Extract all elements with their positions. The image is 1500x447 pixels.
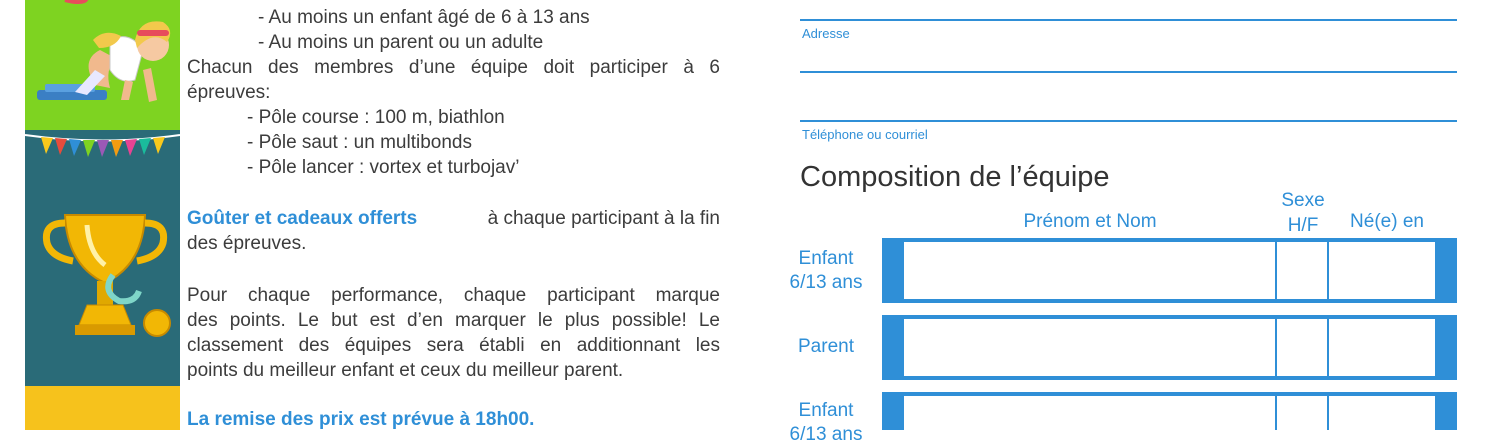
snack-line2: des épreuves. [187,233,307,254]
yellow-panel [25,386,180,430]
scoring-line4: points du meilleur enfant et ceux du meilleur parent. [187,360,624,381]
snack-line1 [187,206,720,231]
event-throwing: - Pôle lancer : vortex et turbojav’ [247,157,520,178]
team-row-child-2 [882,392,1457,430]
name-input-box[interactable] [904,319,1275,376]
sex-column-subheader: H/F [1287,215,1319,236]
trophy-illustration [35,205,175,345]
team-row-parent [882,315,1457,380]
snack-rest: à chaque participant à la fin [487,208,720,229]
row-label-line2: 6/13 ans [789,424,863,445]
address-label: Adresse [802,26,850,41]
scoring-line3: classement des équipes sera établi en additionnant les [187,335,720,356]
sex-input-box[interactable] [1277,319,1327,376]
born-input-box[interactable] [1329,242,1435,299]
row-label-line1: Parent [798,336,854,357]
scoring-line2: des points. Le but est d’en marquer le plus possible! Le [187,310,720,331]
name-input-box[interactable] [904,242,1275,299]
bunting-flags-illustration [25,130,180,170]
scoring-line1: Pour chaque performance, chaque participant marque [187,285,720,306]
born-input-box[interactable] [1329,319,1435,376]
sex-column-header: Sexe [1281,190,1325,211]
event-running: - Pôle course : 100 m, biathlon [247,107,505,128]
row-label-line2: 6/13 ans [789,272,863,293]
row-label-line1: Enfant [798,400,854,421]
name-field-line[interactable] [800,19,1457,21]
prize-announcement: La remise des prix est prévue à 18h00. [187,409,535,430]
sprinting-girl-illustration [25,0,180,130]
team-row-fields [904,242,1435,299]
contact-label: Téléphone ou courriel [802,127,928,142]
team-row-child [882,238,1457,303]
born-column-header: Né(e) en [1350,211,1424,232]
events-intro-line1: Chacun des membres d’une équipe doit participer à 6 [187,57,720,78]
sex-input-box[interactable] [1277,396,1327,430]
event-jumping: - Pôle saut : un multibonds [247,132,472,153]
row-label-child-2 [771,399,881,445]
name-input-box[interactable] [904,396,1275,430]
snack-highlight: Goûter et cadeaux offerts [187,208,418,229]
team-composition-title: Composition de l’équipe [800,161,1110,193]
sex-input-box[interactable] [1277,242,1327,299]
born-input-box[interactable] [1329,396,1435,430]
row-label-line1: Enfant [798,248,854,269]
team-row-fields [904,319,1435,376]
rule-member-child: - Au moins un enfant âgé de 6 à 13 ans [258,7,590,28]
contact-field-line[interactable] [800,120,1457,122]
row-label-parent [771,335,881,359]
team-row-fields [904,396,1435,430]
rule-member-parent: - Au moins un parent ou un adulte [258,32,544,53]
address-field-line[interactable] [800,71,1457,73]
events-intro-line2: épreuves: [187,82,271,103]
name-column-header: Prénom et Nom [1023,211,1157,232]
row-label-child [771,247,881,295]
illustration-strip [25,0,180,430]
